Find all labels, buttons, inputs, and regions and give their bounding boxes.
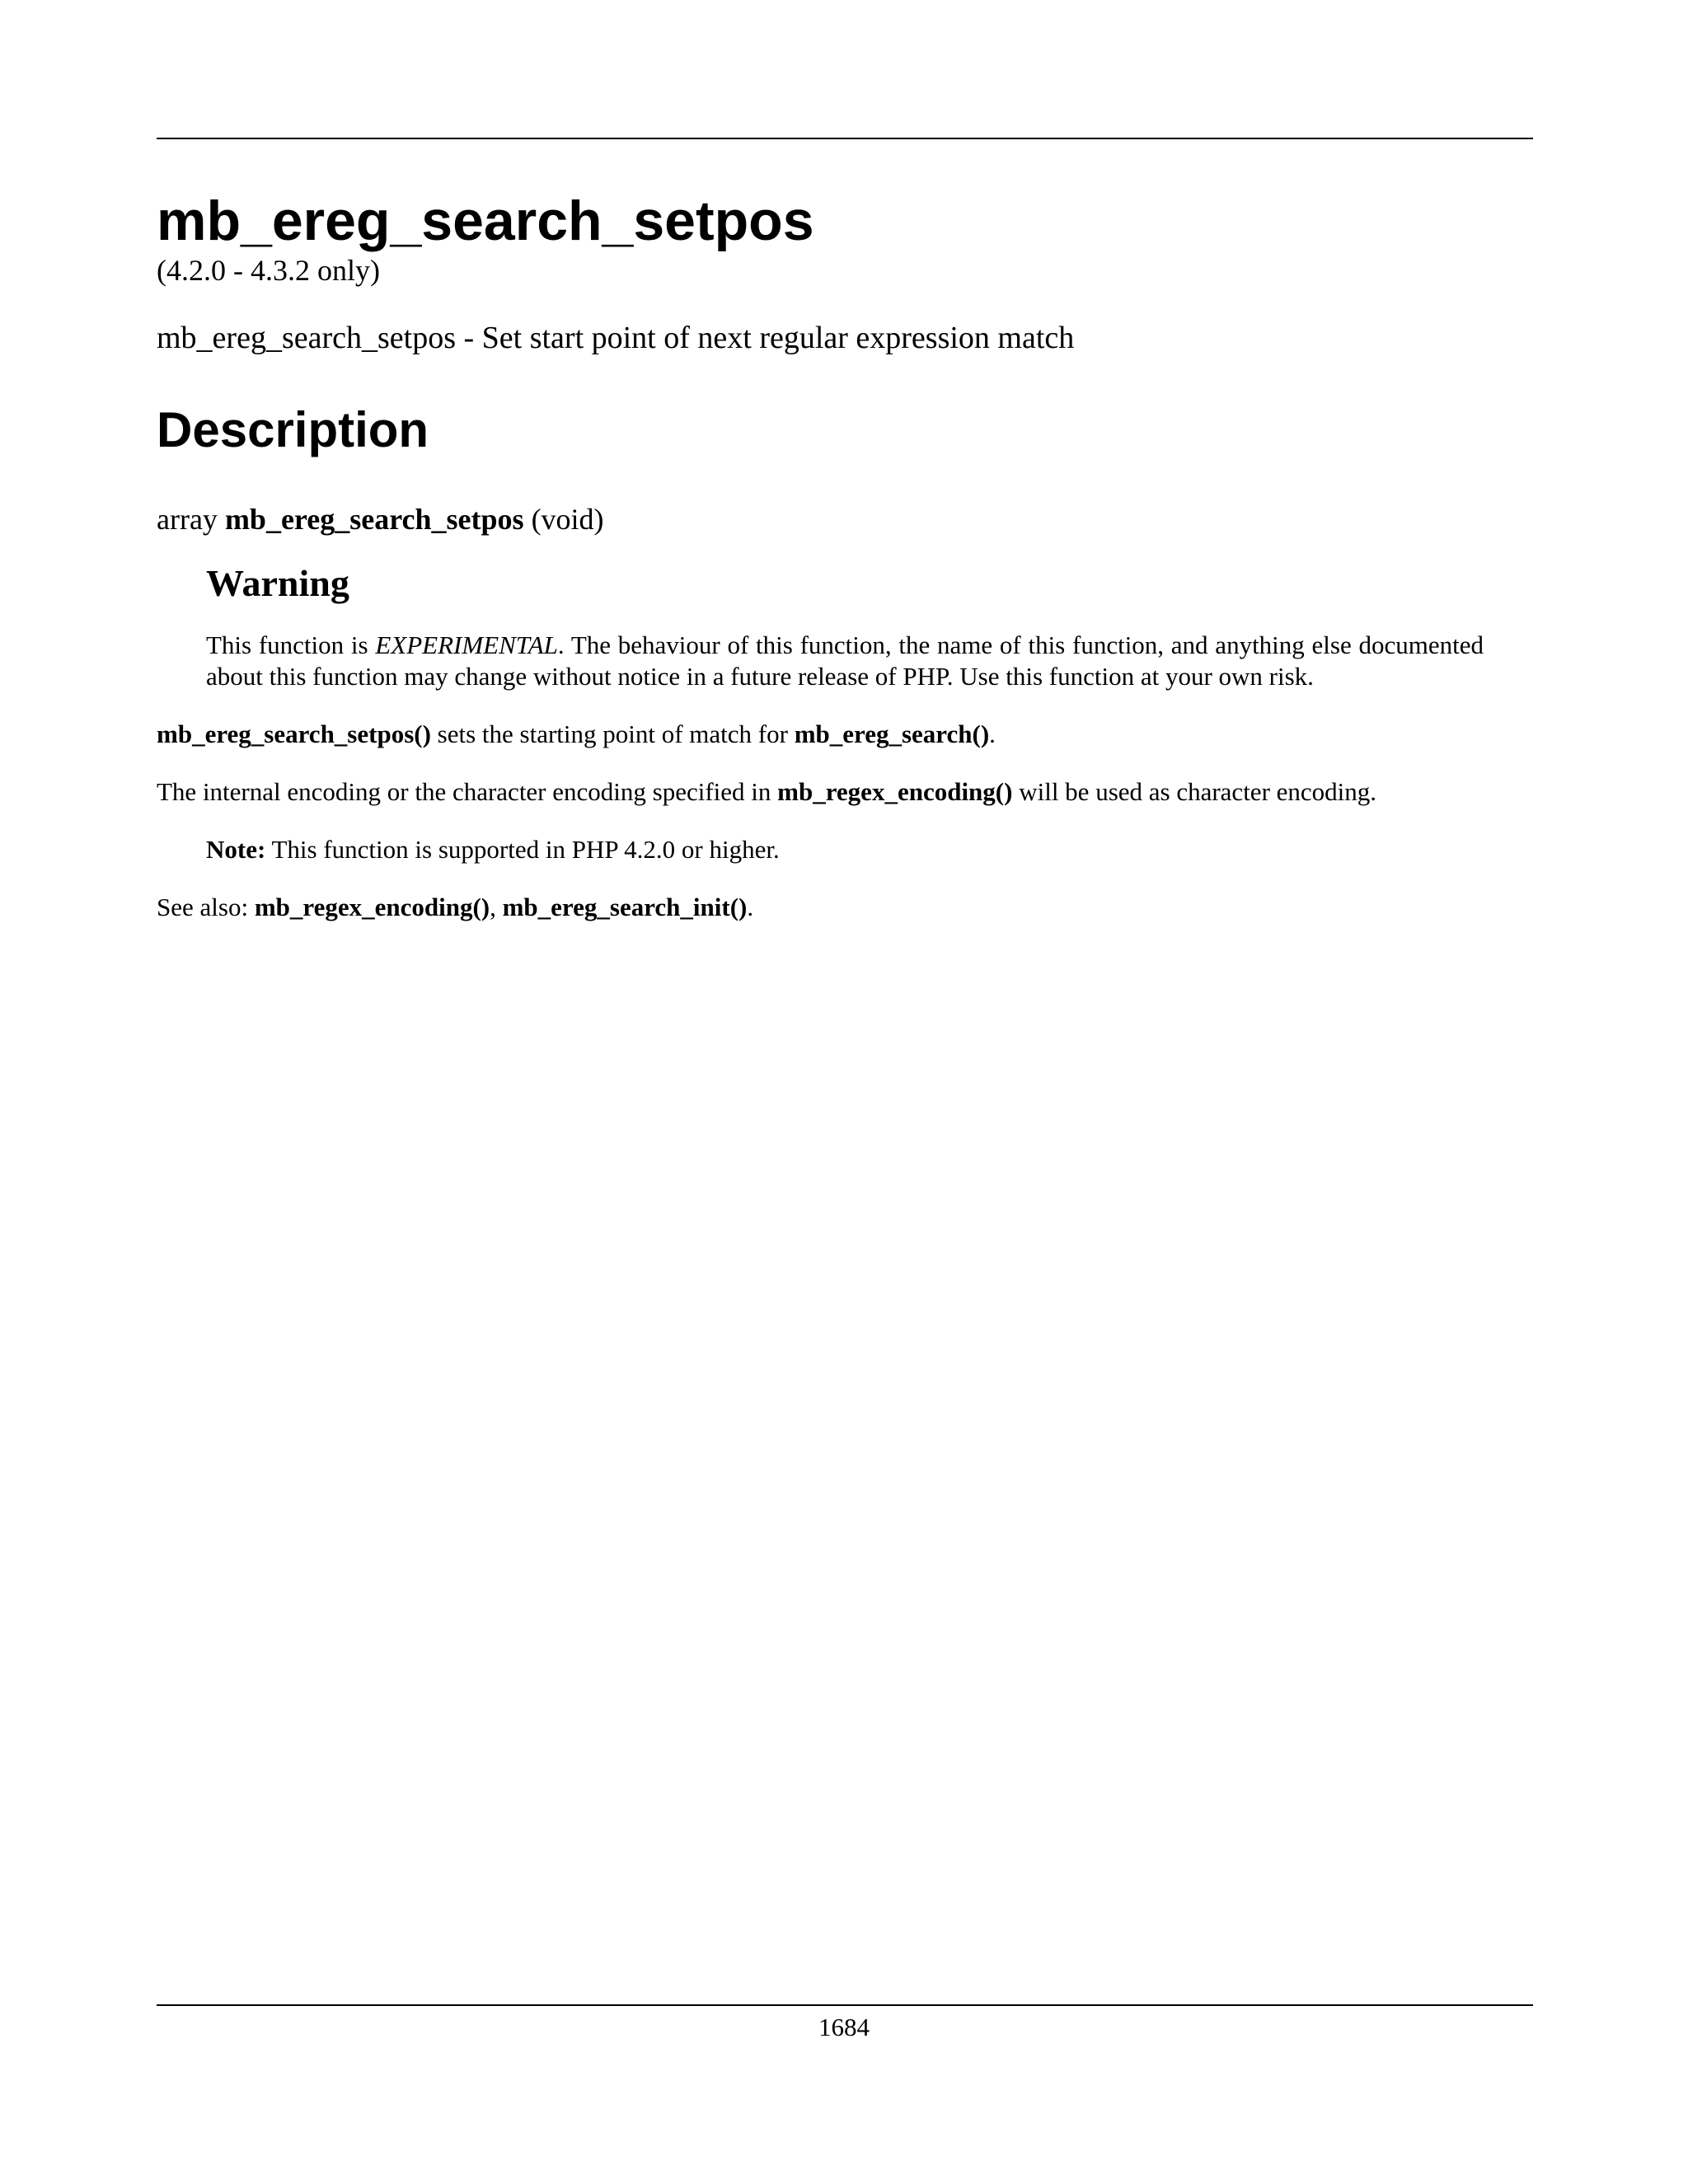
page-title: mb_ereg_search_setpos [157,190,814,252]
para-2-text-before: The internal encoding or the character encoding specified in [157,777,778,806]
warning-text-before: This function is [206,630,368,659]
see-also-end: . [747,893,754,921]
note-text: This function is supported in PHP 4.2.0 or higher. [265,835,780,864]
see-also-label: See also: [157,893,255,921]
see-also-link-regex-encoding: mb_regex_encoding() [254,893,490,921]
section-title-description: Description [157,402,429,457]
see-also-link-search-init: mb_ereg_search_init() [502,893,748,921]
para-1-end: . [989,719,996,748]
function-params: (void) [531,503,604,536]
note [206,834,1533,865]
function-synopsis [157,501,1533,537]
description-para-2 [157,776,1533,808]
return-type: array [157,503,218,536]
description-para-1 [157,719,1533,750]
function-name: mb_ereg_search_setpos [224,503,524,536]
warning-emphasis: EXPERIMENTAL [375,630,558,659]
version-info: (4.2.0 - 4.3.2 only) [157,254,380,287]
ref-purpose: mb_ereg_search_setpos - Set start point of next regular expression match [157,321,1075,355]
see-also [157,892,1533,923]
warning-box [206,560,1484,692]
warning-text-after: . The behaviour of this function, the name of this function, and anything else documented about this function may change without notice in a future release of PHP. Use this function at your own risk. [206,630,1484,691]
func-ref-search: mb_ereg_search() [794,719,990,748]
page-number: 1684 [818,2013,870,2041]
footer-rule [157,2004,1533,2006]
func-ref-setpos: mb_ereg_search_setpos() [157,719,431,748]
note-label: Note: [206,835,266,864]
page-content [157,190,1533,923]
para-2-text-after: will be used as character encoding. [1012,777,1377,806]
warning-text [206,630,1484,692]
see-also-separator: , [490,893,503,921]
header-rule [157,138,1533,139]
func-ref-regex-encoding: mb_regex_encoding() [777,777,1013,806]
warning-title: Warning [206,562,349,604]
para-1-text: sets the starting point of match for [430,719,795,748]
